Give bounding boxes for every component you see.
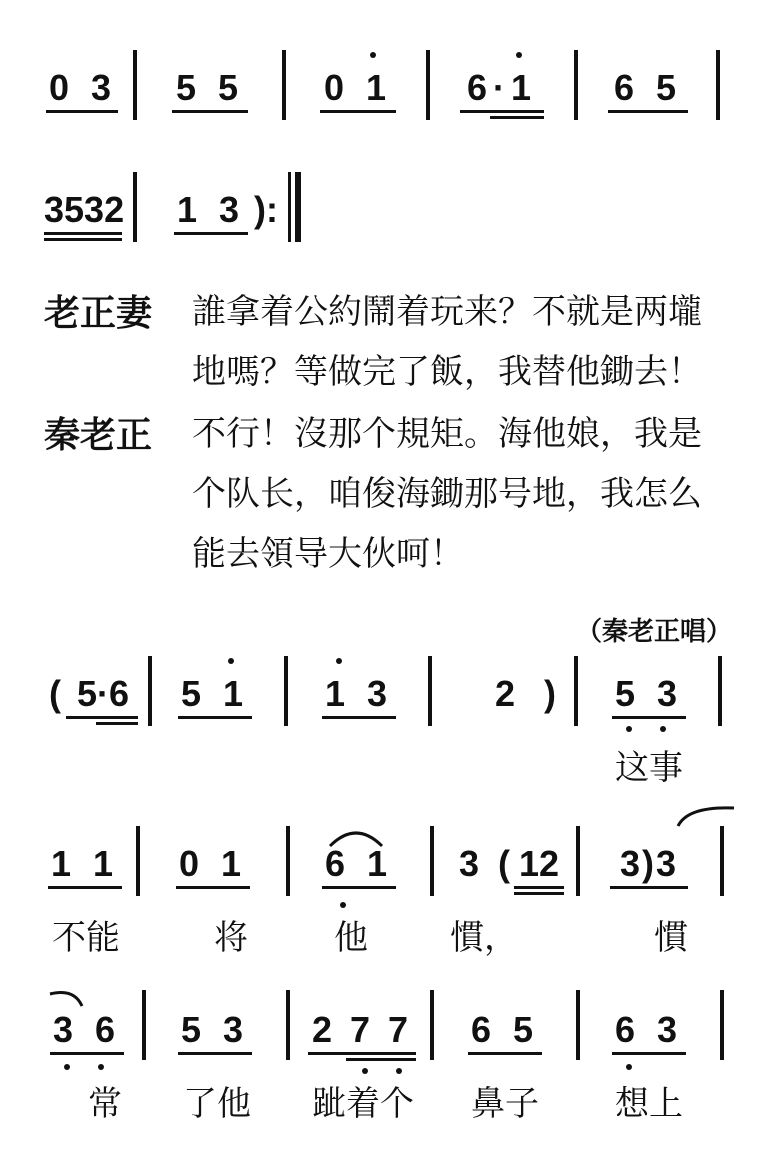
beam-underline: [178, 1052, 252, 1055]
bar-line: [574, 656, 578, 726]
bar-line: [282, 50, 286, 120]
note-group: 5·6: [76, 673, 130, 714]
beam-underline: [50, 1052, 124, 1055]
beam-underline: [610, 886, 688, 889]
tie-mark: [48, 988, 88, 1008]
bar-line: [576, 826, 580, 896]
speaker-name: 秦老正: [44, 415, 153, 456]
lyric: 想上: [615, 1084, 683, 1124]
high-octave-dot: [336, 658, 342, 664]
lyric: 将: [214, 918, 248, 958]
bar-line: [428, 656, 432, 726]
note-group: 1 3: [176, 189, 246, 230]
beam-underline: [96, 722, 138, 725]
beam-underline: [48, 886, 122, 889]
high-octave-dot: [228, 658, 234, 664]
lyric: 了他: [183, 1084, 251, 1124]
lyric: 慣，: [450, 918, 518, 958]
low-octave-dot: [396, 1068, 402, 1074]
note-group: 5 1: [180, 673, 250, 714]
lyric: 跐着个: [312, 1084, 414, 1124]
beam-underline: [490, 116, 544, 119]
bar-line: [430, 826, 434, 896]
note-group: 0 1: [323, 67, 393, 108]
beam-underline: [514, 892, 564, 895]
note-group: 0 3: [48, 67, 118, 108]
beam-underline: [322, 716, 396, 719]
low-octave-dot: [626, 1064, 632, 1070]
low-octave-dot: [362, 1068, 368, 1074]
note-group: 3 6: [52, 1009, 122, 1050]
bar-line: [286, 826, 290, 896]
beam-underline: [460, 110, 544, 113]
note-group: 2 7 7: [311, 1009, 413, 1050]
low-octave-dot: [626, 726, 632, 732]
lyric: 慣: [654, 918, 688, 958]
note-group: 3)3: [619, 843, 679, 884]
bar-line: [426, 50, 430, 120]
note-group: 5 3: [180, 1009, 250, 1050]
dialogue-line: 个队长，咱俊海鋤那号地，我怎么: [192, 474, 702, 514]
beam-underline: [322, 886, 396, 889]
beam-underline: [308, 1052, 416, 1055]
beam-underline: [346, 1058, 416, 1061]
bar-line: [574, 50, 578, 120]
singer-credit: （秦老正唱）: [576, 617, 733, 647]
beam-underline: [44, 232, 122, 235]
bar-line: [133, 50, 137, 120]
bar-line: [720, 990, 724, 1060]
lyric: 鼻子: [471, 1084, 539, 1124]
paren-close: ): [544, 673, 556, 714]
note-group: 6 3: [614, 1009, 684, 1050]
low-octave-dot: [340, 902, 346, 908]
dialogue-line: 不行！沒那个規矩。海他娘，我是: [192, 414, 702, 454]
low-octave-dot: [64, 1064, 70, 1070]
low-octave-dot: [98, 1064, 104, 1070]
bar-line: [284, 656, 288, 726]
note: 3: [458, 843, 480, 884]
note: 2: [494, 673, 516, 714]
note-group: 6 5: [470, 1009, 540, 1050]
high-octave-dot: [516, 52, 522, 58]
beam-underline: [320, 110, 396, 113]
note-group: 6·1: [466, 67, 538, 108]
low-octave-dot: [660, 726, 666, 732]
bar-line: [148, 656, 152, 726]
tie-mark: [676, 804, 736, 828]
bar-line: [720, 826, 724, 896]
note-group: 5 5: [175, 67, 245, 108]
beam-underline: [178, 716, 252, 719]
note-group: 3532: [44, 189, 125, 230]
lyric: 常: [88, 1084, 122, 1124]
beam-underline: [514, 886, 564, 889]
lyric: 这事: [615, 748, 683, 788]
dialogue-line: 誰拿着公約鬧着玩来？不就是两壠: [192, 292, 702, 332]
bar-line: [716, 50, 720, 120]
beam-underline: [608, 110, 688, 113]
note-group: 0 1: [178, 843, 248, 884]
final-bar-thick: [295, 172, 301, 242]
lyric: 他: [334, 918, 368, 958]
dialogue-line: 能去領导大伙呵！: [192, 534, 464, 574]
repeat-sign: ):: [254, 189, 278, 230]
speaker-name: 老正妻: [44, 293, 153, 334]
dialogue-line: 地嗎？等做完了飯，我替他鋤去！: [192, 352, 702, 392]
lyric: 不能: [52, 918, 120, 958]
note-group: 6 5: [613, 67, 683, 108]
beam-underline: [172, 110, 248, 113]
note-group: 5 3: [614, 673, 684, 714]
beam-underline: [44, 238, 122, 241]
bar-line: [430, 990, 434, 1060]
beam-underline: [468, 1052, 542, 1055]
bar-line: [142, 990, 146, 1060]
bar-line: [136, 826, 140, 896]
paren-open: (: [49, 673, 61, 714]
bar-line: [718, 656, 722, 726]
high-octave-dot: [370, 52, 376, 58]
paren-open: (: [498, 843, 510, 884]
beam-underline: [612, 1052, 686, 1055]
bar-line: [576, 990, 580, 1060]
note-group: 12: [518, 843, 560, 884]
beam-underline: [66, 716, 138, 719]
bar-line: [133, 172, 137, 242]
note-group: 6 1: [324, 843, 394, 884]
beam-underline: [174, 232, 248, 235]
beam-underline: [176, 886, 250, 889]
final-bar-thin: [288, 172, 291, 242]
beam-underline: [612, 716, 686, 719]
note-group: 1 3: [324, 673, 394, 714]
beam-underline: [46, 110, 118, 113]
note-group: 1 1: [50, 843, 120, 884]
bar-line: [286, 990, 290, 1060]
